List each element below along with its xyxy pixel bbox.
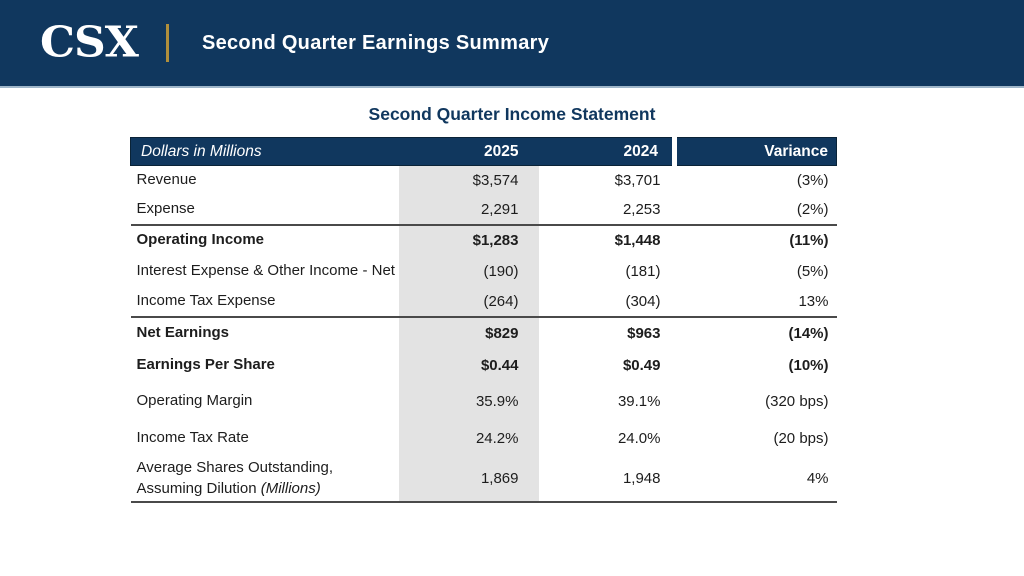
value-2024: 1,948 <box>539 457 675 502</box>
csx-logo: CSX <box>40 18 138 67</box>
value-2025: 2,291 <box>399 195 539 225</box>
table-row <box>131 420 837 457</box>
value-variance: (2%) <box>675 195 837 225</box>
value-2024: $3,701 <box>614 171 661 189</box>
table-row <box>131 225 837 256</box>
value-2025: 24.2% <box>399 420 539 457</box>
value-2025: $0.44 <box>399 349 539 383</box>
top-banner <box>0 0 1024 88</box>
income-table-body <box>131 166 837 502</box>
value-2025: (190) <box>399 256 539 287</box>
table-row <box>131 287 837 317</box>
table-row <box>131 317 837 349</box>
column-header-variance: Variance <box>675 138 837 166</box>
value-variance: (14%) <box>788 324 829 342</box>
table-row <box>131 166 837 195</box>
column-header-2024: 2024 <box>539 138 675 166</box>
table-row <box>131 383 837 420</box>
value-2024: $963 <box>627 324 661 342</box>
income-statement-table <box>130 137 837 503</box>
row-label: Expense <box>131 195 399 225</box>
column-header-2025: 2025 <box>399 138 539 166</box>
value-2025: $1,283 <box>399 225 539 256</box>
table-header <box>131 138 837 166</box>
row-label-line2: Assuming Dilution <box>136 479 261 497</box>
value-2024: (304) <box>539 287 675 317</box>
row-label: Interest Expense & Other Income - Net <box>136 261 395 279</box>
row-label-line1: Average Shares Outstanding, <box>136 459 334 477</box>
row-label: Operating Margin <box>136 391 253 409</box>
row-label: Income Tax Rate <box>136 428 249 446</box>
value-2024: 39.1% <box>617 392 661 410</box>
value-2025: 1,869 <box>399 457 539 502</box>
value-2024: 2,253 <box>539 195 675 225</box>
banner-divider <box>166 24 169 62</box>
value-variance: (3%) <box>796 171 829 189</box>
table-row <box>131 457 837 502</box>
row-label: Income Tax Expense <box>131 287 399 317</box>
value-variance: (10%) <box>788 357 829 374</box>
value-variance: (11%) <box>789 232 829 249</box>
row-label: Revenue <box>136 171 197 189</box>
table-header-row <box>131 138 837 166</box>
row-label <box>131 457 399 502</box>
value-2025: (264) <box>399 287 539 317</box>
value-variance: (5%) <box>796 262 829 280</box>
value-2024: $1,448 <box>614 232 661 249</box>
statement-title: Second Quarter Income Statement <box>368 104 656 124</box>
value-2025: 35.9% <box>399 383 539 420</box>
value-variance: 4% <box>675 457 837 502</box>
banner-title: Second Quarter Earnings Summary <box>201 31 550 54</box>
column-header-label: Dollars in Millions <box>131 138 399 166</box>
table-row <box>131 195 837 225</box>
table-row <box>131 349 837 383</box>
value-variance: (320 bps) <box>765 392 829 410</box>
row-label: Net Earnings <box>136 323 230 341</box>
table-row <box>131 256 837 287</box>
value-2025: $829 <box>399 317 539 349</box>
value-2024: 24.0% <box>617 429 661 447</box>
value-2024: (181) <box>625 262 661 280</box>
row-label: Operating Income <box>136 231 265 249</box>
value-variance: 13% <box>675 287 837 317</box>
value-2025: $3,574 <box>399 166 539 195</box>
value-variance: (20 bps) <box>773 429 829 447</box>
row-label: Earnings Per Share <box>136 356 275 374</box>
row-label-line2-italic: (Millions) <box>260 479 321 497</box>
value-2024: $0.49 <box>622 357 661 374</box>
